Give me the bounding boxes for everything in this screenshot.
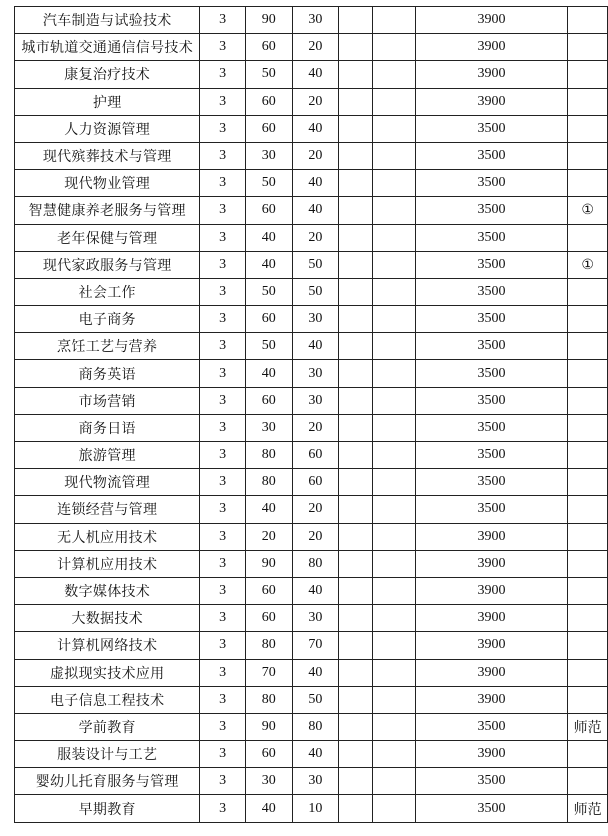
major-name-cell: 电子信息工程技术 — [15, 686, 200, 713]
empty-cell — [338, 605, 372, 632]
major-name-cell: 虚拟现实技术应用 — [15, 659, 200, 686]
plan-count-b-cell: 30 — [292, 768, 338, 795]
table-row — [15, 170, 608, 197]
empty-cell — [372, 251, 415, 278]
plan-count-a-cell: 60 — [245, 387, 292, 414]
plan-count-a-cell: 30 — [245, 414, 292, 441]
empty-cell — [338, 170, 372, 197]
major-name-cell: 现代殡葬技术与管理 — [15, 142, 200, 169]
plan-count-a-cell: 60 — [245, 577, 292, 604]
empty-cell — [338, 387, 372, 414]
study-years-cell: 3 — [200, 741, 245, 768]
study-years-cell: 3 — [200, 496, 245, 523]
empty-cell — [338, 768, 372, 795]
empty-cell — [338, 632, 372, 659]
plan-count-b-cell: 80 — [292, 550, 338, 577]
major-name-cell: 服装设计与工艺 — [15, 741, 200, 768]
table-row — [15, 142, 608, 169]
major-name-cell: 现代物流管理 — [15, 469, 200, 496]
empty-cell — [372, 333, 415, 360]
tuition-cell: 3500 — [415, 360, 568, 387]
note-cell — [568, 142, 608, 169]
plan-count-a-cell: 60 — [245, 34, 292, 61]
study-years-cell: 3 — [200, 333, 245, 360]
major-name-cell: 智慧健康养老服务与管理 — [15, 197, 200, 224]
note-cell — [568, 741, 608, 768]
table-row — [15, 333, 608, 360]
major-name-cell: 学前教育 — [15, 713, 200, 740]
tuition-cell: 3500 — [415, 170, 568, 197]
note-cell: 师范 — [568, 713, 608, 740]
study-years-cell: 3 — [200, 197, 245, 224]
enrollment-table — [14, 6, 608, 823]
empty-cell — [372, 795, 415, 822]
plan-count-a-cell: 60 — [245, 741, 292, 768]
table-row — [15, 550, 608, 577]
plan-count-a-cell: 70 — [245, 659, 292, 686]
table-row — [15, 387, 608, 414]
tuition-cell: 3900 — [415, 550, 568, 577]
empty-cell — [338, 659, 372, 686]
empty-cell — [372, 61, 415, 88]
tuition-cell: 3900 — [415, 7, 568, 34]
plan-count-a-cell: 90 — [245, 550, 292, 577]
plan-count-a-cell: 60 — [245, 197, 292, 224]
empty-cell — [338, 251, 372, 278]
major-name-cell: 早期教育 — [15, 795, 200, 822]
empty-cell — [338, 523, 372, 550]
table-row — [15, 686, 608, 713]
plan-count-b-cell: 30 — [292, 7, 338, 34]
tuition-cell: 3500 — [415, 142, 568, 169]
empty-cell — [372, 768, 415, 795]
major-name-cell: 人力资源管理 — [15, 115, 200, 142]
plan-count-a-cell: 50 — [245, 333, 292, 360]
empty-cell — [372, 197, 415, 224]
study-years-cell: 3 — [200, 442, 245, 469]
empty-cell — [372, 142, 415, 169]
plan-count-b-cell: 20 — [292, 523, 338, 550]
plan-count-a-cell: 20 — [245, 523, 292, 550]
plan-count-b-cell: 20 — [292, 34, 338, 61]
note-cell — [568, 442, 608, 469]
empty-cell — [372, 414, 415, 441]
plan-count-a-cell: 30 — [245, 142, 292, 169]
table-row — [15, 795, 608, 822]
tuition-cell: 3500 — [415, 224, 568, 251]
tuition-cell: 3500 — [415, 414, 568, 441]
empty-cell — [372, 605, 415, 632]
tuition-cell: 3500 — [415, 713, 568, 740]
tuition-cell: 3900 — [415, 577, 568, 604]
empty-cell — [372, 278, 415, 305]
plan-count-b-cell: 10 — [292, 795, 338, 822]
plan-count-b-cell: 50 — [292, 251, 338, 278]
study-years-cell: 3 — [200, 795, 245, 822]
plan-count-b-cell: 20 — [292, 88, 338, 115]
empty-cell — [372, 550, 415, 577]
tuition-cell: 3500 — [415, 251, 568, 278]
empty-cell — [338, 306, 372, 333]
plan-count-b-cell: 40 — [292, 577, 338, 604]
empty-cell — [338, 197, 372, 224]
plan-count-a-cell: 40 — [245, 251, 292, 278]
tuition-cell: 3500 — [415, 795, 568, 822]
plan-count-b-cell: 40 — [292, 741, 338, 768]
note-cell — [568, 278, 608, 305]
study-years-cell: 3 — [200, 686, 245, 713]
plan-count-a-cell: 50 — [245, 170, 292, 197]
study-years-cell: 3 — [200, 387, 245, 414]
major-name-cell: 电子商务 — [15, 306, 200, 333]
study-years-cell: 3 — [200, 632, 245, 659]
note-cell — [568, 768, 608, 795]
table-row — [15, 7, 608, 34]
empty-cell — [338, 795, 372, 822]
table-row — [15, 197, 608, 224]
empty-cell — [372, 306, 415, 333]
major-name-cell: 商务日语 — [15, 414, 200, 441]
empty-cell — [338, 360, 372, 387]
plan-count-b-cell: 40 — [292, 659, 338, 686]
note-cell: 师范 — [568, 795, 608, 822]
tuition-cell: 3900 — [415, 34, 568, 61]
plan-count-b-cell: 20 — [292, 142, 338, 169]
empty-cell — [372, 224, 415, 251]
major-name-cell: 汽车制造与试验技术 — [15, 7, 200, 34]
plan-count-b-cell: 80 — [292, 713, 338, 740]
tuition-cell: 3900 — [415, 605, 568, 632]
note-cell — [568, 414, 608, 441]
empty-cell — [372, 442, 415, 469]
table-row — [15, 523, 608, 550]
plan-count-b-cell: 50 — [292, 278, 338, 305]
tuition-cell: 3500 — [415, 387, 568, 414]
major-name-cell: 连锁经营与管理 — [15, 496, 200, 523]
empty-cell — [372, 632, 415, 659]
tuition-cell: 3900 — [415, 61, 568, 88]
note-cell — [568, 88, 608, 115]
table-row — [15, 360, 608, 387]
note-cell — [568, 686, 608, 713]
empty-cell — [338, 7, 372, 34]
note-cell: ① — [568, 197, 608, 224]
study-years-cell: 3 — [200, 170, 245, 197]
table-row — [15, 414, 608, 441]
empty-cell — [338, 741, 372, 768]
empty-cell — [338, 142, 372, 169]
plan-count-a-cell: 80 — [245, 469, 292, 496]
study-years-cell: 3 — [200, 360, 245, 387]
tuition-cell: 3900 — [415, 88, 568, 115]
table-row — [15, 115, 608, 142]
empty-cell — [372, 713, 415, 740]
note-cell — [568, 632, 608, 659]
table-row — [15, 605, 608, 632]
plan-count-a-cell: 80 — [245, 632, 292, 659]
study-years-cell: 3 — [200, 61, 245, 88]
study-years-cell: 3 — [200, 713, 245, 740]
tuition-cell: 3500 — [415, 768, 568, 795]
major-name-cell: 商务英语 — [15, 360, 200, 387]
major-name-cell: 数字媒体技术 — [15, 577, 200, 604]
empty-cell — [372, 741, 415, 768]
table-row — [15, 768, 608, 795]
tuition-cell: 3500 — [415, 278, 568, 305]
plan-count-a-cell: 80 — [245, 686, 292, 713]
note-cell — [568, 387, 608, 414]
table-row — [15, 632, 608, 659]
plan-count-b-cell: 40 — [292, 115, 338, 142]
empty-cell — [372, 34, 415, 61]
plan-count-b-cell: 70 — [292, 632, 338, 659]
empty-cell — [338, 713, 372, 740]
note-cell — [568, 523, 608, 550]
table-row — [15, 61, 608, 88]
plan-count-a-cell: 90 — [245, 713, 292, 740]
empty-cell — [338, 577, 372, 604]
empty-cell — [372, 387, 415, 414]
note-cell — [568, 605, 608, 632]
major-name-cell: 旅游管理 — [15, 442, 200, 469]
major-name-cell: 现代家政服务与管理 — [15, 251, 200, 278]
note-cell — [568, 224, 608, 251]
major-name-cell: 计算机应用技术 — [15, 550, 200, 577]
plan-count-b-cell: 30 — [292, 387, 338, 414]
table-row — [15, 224, 608, 251]
note-cell — [568, 115, 608, 142]
table-row — [15, 306, 608, 333]
empty-cell — [338, 686, 372, 713]
study-years-cell: 3 — [200, 659, 245, 686]
empty-cell — [338, 333, 372, 360]
plan-count-a-cell: 40 — [245, 360, 292, 387]
table-body — [15, 7, 608, 823]
study-years-cell: 3 — [200, 306, 245, 333]
empty-cell — [372, 115, 415, 142]
note-cell — [568, 469, 608, 496]
plan-count-b-cell: 40 — [292, 170, 338, 197]
empty-cell — [372, 686, 415, 713]
table-row — [15, 577, 608, 604]
study-years-cell: 3 — [200, 577, 245, 604]
tuition-cell: 3500 — [415, 333, 568, 360]
note-cell: ① — [568, 251, 608, 278]
plan-count-a-cell: 60 — [245, 115, 292, 142]
study-years-cell: 3 — [200, 523, 245, 550]
major-name-cell: 现代物业管理 — [15, 170, 200, 197]
study-years-cell: 3 — [200, 251, 245, 278]
note-cell — [568, 360, 608, 387]
table-row — [15, 34, 608, 61]
plan-count-b-cell: 40 — [292, 61, 338, 88]
empty-cell — [372, 360, 415, 387]
table-row — [15, 278, 608, 305]
plan-count-b-cell: 30 — [292, 306, 338, 333]
note-cell — [568, 333, 608, 360]
plan-count-a-cell: 50 — [245, 278, 292, 305]
study-years-cell: 3 — [200, 414, 245, 441]
empty-cell — [372, 496, 415, 523]
plan-count-a-cell: 60 — [245, 605, 292, 632]
tuition-cell: 3500 — [415, 469, 568, 496]
plan-count-b-cell: 40 — [292, 197, 338, 224]
major-name-cell: 婴幼儿托育服务与管理 — [15, 768, 200, 795]
empty-cell — [372, 577, 415, 604]
tuition-cell: 3900 — [415, 632, 568, 659]
table-row — [15, 88, 608, 115]
empty-cell — [338, 115, 372, 142]
study-years-cell: 3 — [200, 142, 245, 169]
note-cell — [568, 659, 608, 686]
study-years-cell: 3 — [200, 550, 245, 577]
major-name-cell: 无人机应用技术 — [15, 523, 200, 550]
major-name-cell: 老年保健与管理 — [15, 224, 200, 251]
tuition-cell: 3500 — [415, 197, 568, 224]
table-row — [15, 659, 608, 686]
table-row — [15, 713, 608, 740]
note-cell — [568, 7, 608, 34]
plan-count-b-cell: 30 — [292, 360, 338, 387]
plan-count-b-cell: 50 — [292, 686, 338, 713]
empty-cell — [338, 469, 372, 496]
tuition-cell: 3500 — [415, 496, 568, 523]
plan-count-b-cell: 20 — [292, 224, 338, 251]
major-name-cell: 市场营销 — [15, 387, 200, 414]
empty-cell — [338, 496, 372, 523]
study-years-cell: 3 — [200, 469, 245, 496]
empty-cell — [372, 659, 415, 686]
plan-count-b-cell: 20 — [292, 496, 338, 523]
note-cell — [568, 61, 608, 88]
empty-cell — [372, 523, 415, 550]
table-row — [15, 496, 608, 523]
tuition-cell: 3900 — [415, 523, 568, 550]
study-years-cell: 3 — [200, 605, 245, 632]
empty-cell — [338, 61, 372, 88]
major-name-cell: 大数据技术 — [15, 605, 200, 632]
major-name-cell: 烹饪工艺与营养 — [15, 333, 200, 360]
tuition-cell: 3500 — [415, 442, 568, 469]
study-years-cell: 3 — [200, 224, 245, 251]
plan-count-a-cell: 40 — [245, 224, 292, 251]
major-name-cell: 计算机网络技术 — [15, 632, 200, 659]
empty-cell — [372, 7, 415, 34]
note-cell — [568, 550, 608, 577]
study-years-cell: 3 — [200, 7, 245, 34]
plan-count-a-cell: 80 — [245, 442, 292, 469]
major-name-cell: 社会工作 — [15, 278, 200, 305]
plan-count-b-cell: 40 — [292, 333, 338, 360]
empty-cell — [338, 550, 372, 577]
table-row — [15, 741, 608, 768]
study-years-cell: 3 — [200, 278, 245, 305]
plan-count-b-cell: 60 — [292, 442, 338, 469]
study-years-cell: 3 — [200, 88, 245, 115]
empty-cell — [338, 414, 372, 441]
study-years-cell: 3 — [200, 115, 245, 142]
empty-cell — [372, 469, 415, 496]
note-cell — [568, 306, 608, 333]
tuition-cell: 3500 — [415, 306, 568, 333]
table-row — [15, 251, 608, 278]
empty-cell — [338, 224, 372, 251]
plan-count-a-cell: 50 — [245, 61, 292, 88]
table-row — [15, 442, 608, 469]
major-name-cell: 城市轨道交通通信信号技术 — [15, 34, 200, 61]
empty-cell — [338, 278, 372, 305]
table-row — [15, 469, 608, 496]
note-cell — [568, 577, 608, 604]
tuition-cell: 3900 — [415, 686, 568, 713]
tuition-cell: 3900 — [415, 741, 568, 768]
tuition-cell: 3500 — [415, 115, 568, 142]
empty-cell — [338, 34, 372, 61]
empty-cell — [338, 88, 372, 115]
note-cell — [568, 496, 608, 523]
empty-cell — [338, 442, 372, 469]
plan-count-b-cell: 30 — [292, 605, 338, 632]
major-name-cell: 护理 — [15, 88, 200, 115]
tuition-cell: 3900 — [415, 659, 568, 686]
study-years-cell: 3 — [200, 768, 245, 795]
major-name-cell: 康复治疗技术 — [15, 61, 200, 88]
plan-count-a-cell: 60 — [245, 306, 292, 333]
plan-count-a-cell: 60 — [245, 88, 292, 115]
plan-count-b-cell: 60 — [292, 469, 338, 496]
plan-count-b-cell: 20 — [292, 414, 338, 441]
study-years-cell: 3 — [200, 34, 245, 61]
plan-count-a-cell: 30 — [245, 768, 292, 795]
plan-count-a-cell: 40 — [245, 496, 292, 523]
empty-cell — [372, 170, 415, 197]
empty-cell — [372, 88, 415, 115]
plan-count-a-cell: 40 — [245, 795, 292, 822]
note-cell — [568, 170, 608, 197]
note-cell — [568, 34, 608, 61]
plan-count-a-cell: 90 — [245, 7, 292, 34]
